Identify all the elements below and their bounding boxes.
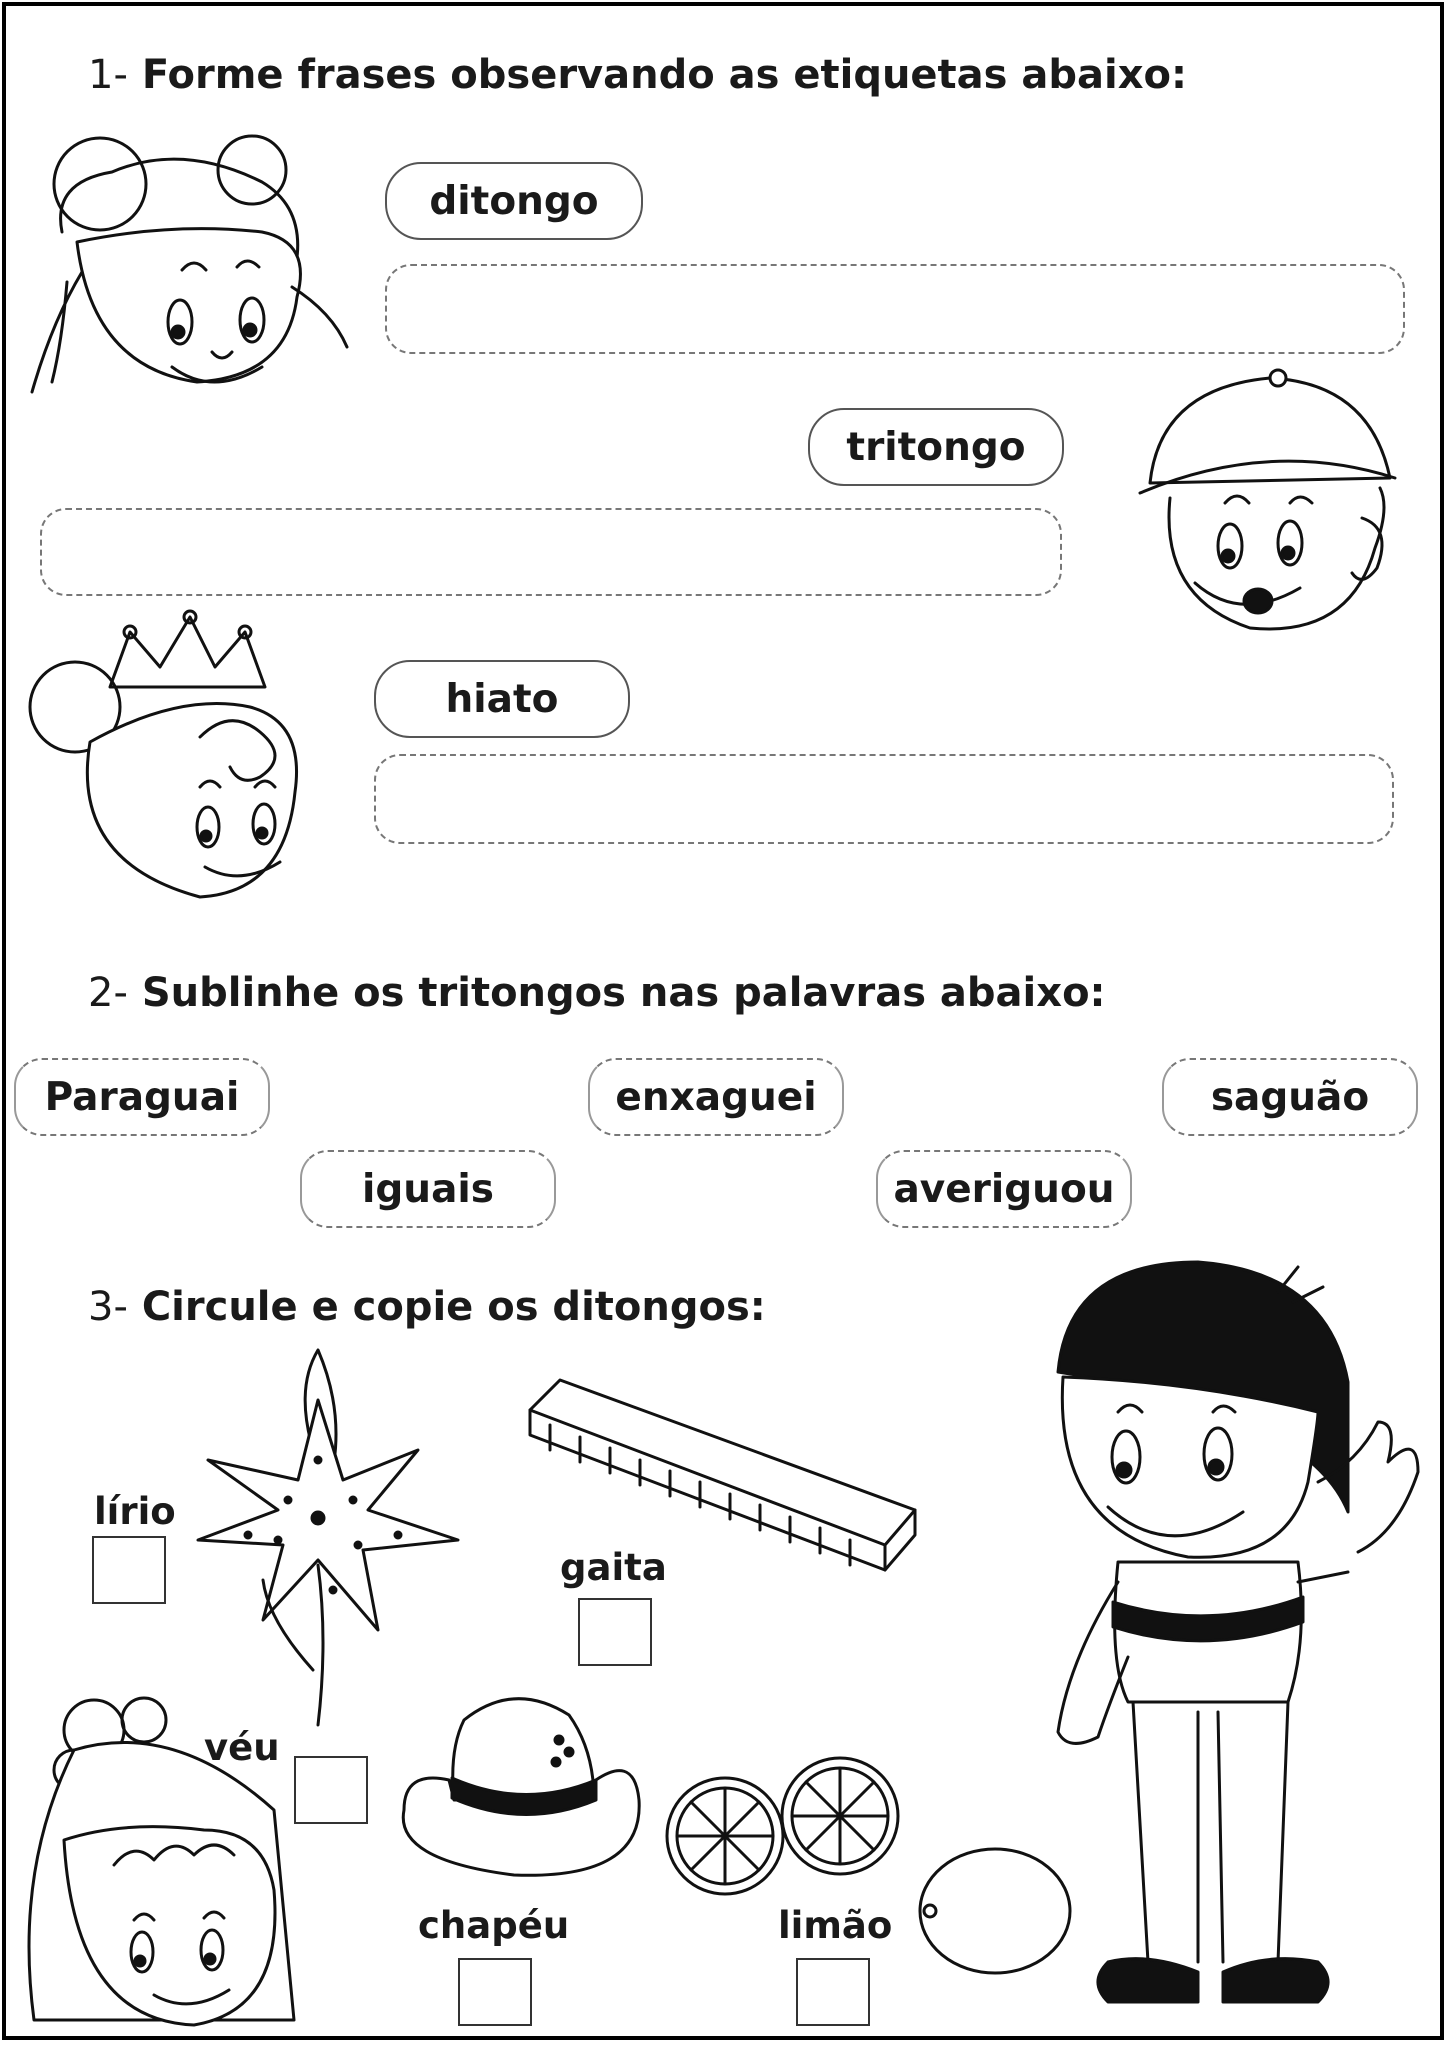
label-chapeu: chapéu: [418, 1904, 570, 1947]
hat-icon: [394, 1690, 644, 1880]
word-saguao[interactable]: saguão: [1162, 1058, 1418, 1136]
princess-face-icon: [30, 612, 320, 902]
section-1-heading: [88, 52, 1187, 98]
label-lirio: lírio: [94, 1490, 176, 1533]
label-veu: véu: [204, 1726, 280, 1769]
label-limao: limão: [778, 1904, 893, 1947]
section-3-heading: [88, 1284, 766, 1330]
word-paraguai[interactable]: Paraguai: [14, 1058, 270, 1136]
answer-box-gaita[interactable]: [578, 1598, 652, 1666]
section-2-number: 2-: [88, 970, 128, 1016]
word-enxaguei[interactable]: enxaguei: [588, 1058, 844, 1136]
section-3-number: 3-: [88, 1284, 128, 1330]
section-2-instruction: Sublinhe os tritongos nas palavras abaixo:: [141, 970, 1106, 1016]
section-1-number: 1-: [88, 52, 128, 98]
answer-line-hiato[interactable]: [374, 754, 1394, 844]
word-iguais[interactable]: iguais: [300, 1150, 556, 1228]
answer-box-veu[interactable]: [294, 1756, 368, 1824]
answer-box-limao[interactable]: [796, 1958, 870, 2026]
lily-flower-icon: [168, 1340, 468, 1730]
answer-line-tritongo[interactable]: [40, 508, 1062, 596]
tag-tritongo: tritongo: [808, 408, 1064, 486]
girl-face-icon: [22, 122, 352, 402]
section-2-heading: [88, 970, 1106, 1016]
answer-box-chapeu[interactable]: [458, 1958, 532, 2026]
tag-hiato: hiato: [374, 660, 630, 738]
boy-cap-face-icon: [1140, 368, 1400, 638]
answer-line-ditongo[interactable]: [385, 264, 1405, 354]
section-1-instruction: Forme frases observando as etiquetas abaixo:: [141, 52, 1188, 98]
waving-boy-icon: [1048, 1262, 1428, 2032]
section-3-instruction: Circule e copie os ditongos:: [141, 1284, 766, 1330]
answer-box-lirio[interactable]: [92, 1536, 166, 1604]
tag-ditongo: ditongo: [385, 162, 643, 240]
word-averiguou[interactable]: averiguou: [876, 1150, 1132, 1228]
label-gaita: gaita: [560, 1546, 667, 1589]
